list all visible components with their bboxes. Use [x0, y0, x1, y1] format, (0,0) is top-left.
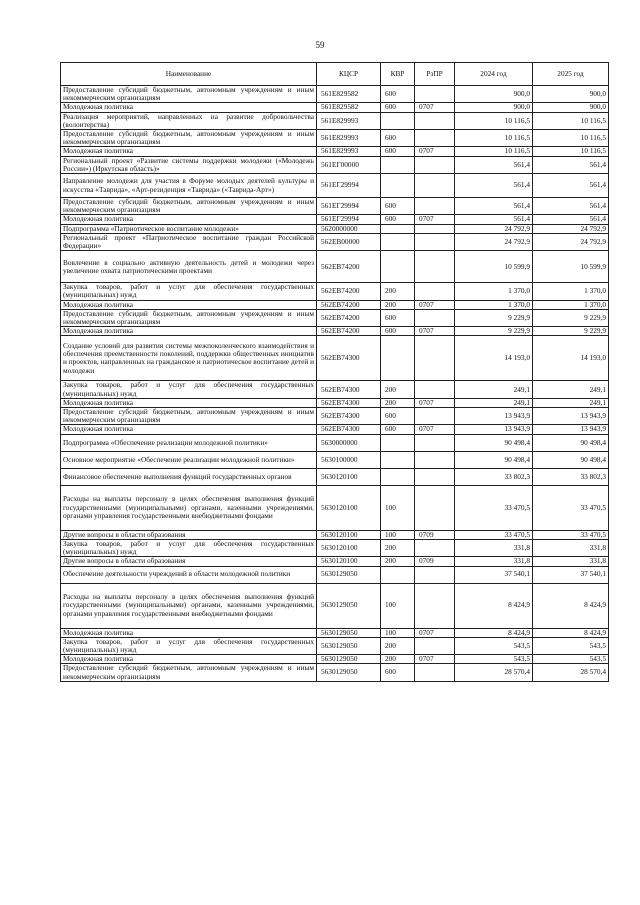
table-row — [61, 398, 609, 407]
row-2024-cell: 561,4 — [455, 198, 533, 215]
row-kcsr-cell: 562EB74300 — [317, 336, 381, 381]
table-body — [61, 86, 609, 682]
row-2024-cell: 8 424,9 — [455, 628, 533, 637]
row-2024-cell: 9 229,9 — [455, 309, 533, 326]
row-rzpr-cell — [415, 408, 455, 425]
row-2025-cell: 331,8 — [533, 557, 609, 566]
row-2025-cell: 90 498,4 — [533, 451, 609, 468]
row-name-cell: Молодежная политика — [61, 147, 317, 156]
row-kcsr-cell: 562EB74200 — [317, 309, 381, 326]
row-rzpr-cell — [415, 664, 455, 681]
table-row — [61, 300, 609, 309]
row-2025-cell: 331,8 — [533, 539, 609, 556]
row-2024-cell: 90 498,4 — [455, 451, 533, 468]
row-2025-cell: 1 370,0 — [533, 300, 609, 309]
row-kcsr-cell: 562EB74200 — [317, 300, 381, 309]
row-rzpr-cell — [415, 224, 455, 233]
row-rzpr-cell — [415, 539, 455, 556]
row-name-cell: Финансовое обеспечение выполнения функций государственных органов — [61, 468, 317, 485]
header-name: Наименование — [61, 63, 317, 86]
row-name-cell: Молодежная политика — [61, 425, 317, 434]
row-kvr-cell: 100 — [381, 485, 415, 530]
row-2025-cell: 10 116,5 — [533, 147, 609, 156]
row-name-cell: Молодежная политика — [61, 327, 317, 336]
row-name-cell: Предоставление субсидий бюджетным, автономным учреждениям и иным некоммерческим организациям — [61, 309, 317, 326]
row-2024-cell: 37 540,1 — [455, 566, 533, 583]
row-kcsr-cell: 5630120100 — [317, 468, 381, 485]
row-kcsr-cell: 561E829993 — [317, 130, 381, 147]
row-kcsr-cell: 561E829993 — [317, 112, 381, 129]
row-2024-cell: 900,0 — [455, 86, 533, 103]
table-row — [61, 381, 609, 398]
row-kvr-cell: 600 — [381, 408, 415, 425]
row-kvr-cell: 200 — [381, 300, 415, 309]
row-kcsr-cell: 5630129050 — [317, 637, 381, 654]
table-row — [61, 112, 609, 129]
row-kvr-cell: 600 — [381, 130, 415, 147]
row-kvr-cell — [381, 336, 415, 381]
header-kcsr: КЦСР — [317, 63, 381, 86]
row-kcsr-cell: 562EB74200 — [317, 283, 381, 300]
row-2024-cell: 9 229,9 — [455, 327, 533, 336]
row-2024-cell: 249,1 — [455, 381, 533, 398]
table-header-row — [61, 63, 609, 86]
row-kvr-cell — [381, 233, 415, 250]
row-kvr-cell: 200 — [381, 637, 415, 654]
row-rzpr-cell — [415, 434, 455, 451]
row-name-cell: Предоставление субсидий бюджетным, автономным учреждениям и иным некоммерческим организациям — [61, 130, 317, 147]
row-2024-cell: 561,4 — [455, 156, 533, 173]
row-rzpr-cell: 0707 — [415, 425, 455, 434]
row-name-cell: Предоставление субсидий бюджетным, автономным учреждениям и иным некоммерческим организациям — [61, 408, 317, 425]
row-2025-cell: 543,5 — [533, 637, 609, 654]
row-kvr-cell — [381, 174, 415, 198]
header-kvr: КВР — [381, 63, 415, 86]
page-number: 59 — [315, 40, 325, 50]
row-2025-cell: 561,4 — [533, 198, 609, 215]
row-rzpr-cell — [415, 451, 455, 468]
row-name-cell: Подпрограмма «Обеспечение реализации молодежной политики» — [61, 434, 317, 451]
table-row — [61, 530, 609, 539]
row-kcsr-cell: 561E829993 — [317, 147, 381, 156]
row-kvr-cell: 600 — [381, 86, 415, 103]
table-row — [61, 156, 609, 173]
table-row — [61, 86, 609, 103]
row-name-cell: Расходы на выплаты персоналу в целях обеспечения выполнения функций государственными (муниципальными) органами, казенными учреждениями, органами управления государственными внебюджетными фондами — [61, 485, 317, 530]
row-2025-cell: 10 599,9 — [533, 251, 609, 283]
row-rzpr-cell — [415, 309, 455, 326]
row-kvr-cell: 200 — [381, 398, 415, 407]
table-row — [61, 215, 609, 224]
row-2024-cell: 331,8 — [455, 557, 533, 566]
row-2025-cell: 90 498,4 — [533, 434, 609, 451]
row-2024-cell: 249,1 — [455, 398, 533, 407]
row-name-cell: Молодежная политика — [61, 655, 317, 664]
row-2025-cell: 561,4 — [533, 215, 609, 224]
table-row — [61, 557, 609, 566]
header-2024: 2024 год — [455, 63, 533, 86]
row-2025-cell: 10 116,5 — [533, 112, 609, 129]
row-2025-cell: 9 229,9 — [533, 327, 609, 336]
row-kcsr-cell: 5630000000 — [317, 434, 381, 451]
row-2024-cell: 900,0 — [455, 103, 533, 112]
row-2025-cell: 249,1 — [533, 381, 609, 398]
row-2024-cell: 24 792,9 — [455, 224, 533, 233]
row-kcsr-cell: 5630100000 — [317, 451, 381, 468]
row-2024-cell: 90 498,4 — [455, 434, 533, 451]
header-rzpr: РзПР — [415, 63, 455, 86]
row-kcsr-cell: 561EГ29994 — [317, 215, 381, 224]
row-name-cell: Предоставление субсидий бюджетным, автономным учреждениям и иным некоммерческим организациям — [61, 664, 317, 681]
table-row — [61, 224, 609, 233]
row-name-cell: Региональный проект «Развитие системы поддержки молодежи («Молодежь России») (Иркутская область)» — [61, 156, 317, 173]
row-name-cell: Молодежная политика — [61, 398, 317, 407]
row-kvr-cell: 600 — [381, 103, 415, 112]
row-rzpr-cell — [415, 468, 455, 485]
row-kcsr-cell: 5630129050 — [317, 664, 381, 681]
row-rzpr-cell: 0709 — [415, 557, 455, 566]
row-2024-cell: 331,8 — [455, 539, 533, 556]
row-kvr-cell: 200 — [381, 557, 415, 566]
table-row — [61, 434, 609, 451]
table-row — [61, 233, 609, 250]
row-2025-cell: 37 540,1 — [533, 566, 609, 583]
row-2025-cell: 28 570,4 — [533, 664, 609, 681]
row-2025-cell: 9 229,9 — [533, 309, 609, 326]
row-2025-cell: 24 792,9 — [533, 224, 609, 233]
row-2024-cell: 1 370,0 — [455, 300, 533, 309]
row-name-cell: Закупка товаров, работ и услуг для обеспечения государственных (муниципальных) нужд — [61, 539, 317, 556]
row-2024-cell: 28 570,4 — [455, 664, 533, 681]
row-kcsr-cell: 5630129050 — [317, 583, 381, 628]
row-rzpr-cell — [415, 130, 455, 147]
row-rzpr-cell — [415, 251, 455, 283]
row-rzpr-cell: 0707 — [415, 398, 455, 407]
row-kvr-cell — [381, 566, 415, 583]
row-kcsr-cell: 562EB00000 — [317, 233, 381, 250]
table-row — [61, 628, 609, 637]
table-row — [61, 566, 609, 583]
row-kvr-cell: 600 — [381, 147, 415, 156]
row-name-cell: Молодежная политика — [61, 103, 317, 112]
row-kcsr-cell: 562EB74200 — [317, 327, 381, 336]
row-kcsr-cell: 561EГ29994 — [317, 198, 381, 215]
row-name-cell: Закупка товаров, работ и услуг для обеспечения государственных (муниципальных) нужд — [61, 381, 317, 398]
table-row — [61, 174, 609, 198]
row-kvr-cell — [381, 434, 415, 451]
row-kcsr-cell: 5630120100 — [317, 539, 381, 556]
row-kcsr-cell: 5630120100 — [317, 557, 381, 566]
row-2024-cell: 543,5 — [455, 655, 533, 664]
row-kvr-cell: 100 — [381, 583, 415, 628]
row-name-cell: Закупка товаров, работ и услуг для обеспечения государственных (муниципальных) нужд — [61, 637, 317, 654]
row-rzpr-cell: 0707 — [415, 103, 455, 112]
table-row — [61, 425, 609, 434]
row-kvr-cell: 100 — [381, 530, 415, 539]
row-2025-cell: 900,0 — [533, 86, 609, 103]
row-rzpr-cell: 0707 — [415, 300, 455, 309]
row-rzpr-cell: 0707 — [415, 655, 455, 664]
row-kvr-cell — [381, 468, 415, 485]
table-row — [61, 451, 609, 468]
row-rzpr-cell: 0707 — [415, 147, 455, 156]
row-rzpr-cell: 0707 — [415, 628, 455, 637]
row-name-cell: Региональный проект «Патриотическое воспитание граждан Российской Федерации» — [61, 233, 317, 250]
row-kvr-cell — [381, 451, 415, 468]
row-kvr-cell: 600 — [381, 425, 415, 434]
row-kvr-cell: 200 — [381, 539, 415, 556]
table-row — [61, 485, 609, 530]
row-kcsr-cell: 562EB74300 — [317, 398, 381, 407]
row-2025-cell: 13 943,9 — [533, 425, 609, 434]
table-row — [61, 583, 609, 628]
row-rzpr-cell — [415, 283, 455, 300]
row-rzpr-cell — [415, 637, 455, 654]
row-2025-cell: 33 470,5 — [533, 530, 609, 539]
row-kvr-cell — [381, 112, 415, 129]
row-kcsr-cell: 5630120100 — [317, 485, 381, 530]
table-row — [61, 664, 609, 681]
row-name-cell: Подпрограмма «Патриотическое воспитание молодежи» — [61, 224, 317, 233]
row-kcsr-cell: 561E829582 — [317, 103, 381, 112]
row-2024-cell: 8 424,9 — [455, 583, 533, 628]
row-2024-cell: 561,4 — [455, 215, 533, 224]
row-kcsr-cell: 5630129050 — [317, 628, 381, 637]
row-2025-cell: 561,4 — [533, 156, 609, 173]
table-row — [61, 147, 609, 156]
row-name-cell: Предоставление субсидий бюджетным, автономным учреждениям и иным некоммерческим организациям — [61, 86, 317, 103]
row-2025-cell: 33 470,5 — [533, 485, 609, 530]
row-name-cell: Вовлечение в социально активную деятельность детей и молодежи через увеличение охвата патриотическими проектами — [61, 251, 317, 283]
table-row — [61, 655, 609, 664]
row-2025-cell: 33 802,3 — [533, 468, 609, 485]
row-rzpr-cell — [415, 86, 455, 103]
row-kvr-cell — [381, 251, 415, 283]
row-2024-cell: 1 370,0 — [455, 283, 533, 300]
row-2024-cell: 10 116,5 — [455, 130, 533, 147]
row-name-cell: Предоставление субсидий бюджетным, автономным учреждениям и иным некоммерческим организациям — [61, 198, 317, 215]
table-row — [61, 103, 609, 112]
row-2025-cell: 10 116,5 — [533, 130, 609, 147]
row-rzpr-cell — [415, 336, 455, 381]
row-rzpr-cell — [415, 174, 455, 198]
row-name-cell: Создание условий для развития системы межпоколенческого взаимодействия и обеспечения преемственности поколений, поддержки общественных инициатив и проектов, направленных на гражданское и патриотическое воспитание детей и молодежи — [61, 336, 317, 381]
row-kvr-cell: 100 — [381, 628, 415, 637]
row-2025-cell: 249,1 — [533, 398, 609, 407]
table-row — [61, 130, 609, 147]
table-row — [61, 198, 609, 215]
row-name-cell: Молодежная политика — [61, 215, 317, 224]
row-2024-cell: 14 193,0 — [455, 336, 533, 381]
row-kcsr-cell: 562EB74300 — [317, 408, 381, 425]
row-rzpr-cell — [415, 156, 455, 173]
row-kcsr-cell: 561EГ29994 — [317, 174, 381, 198]
row-rzpr-cell — [415, 583, 455, 628]
row-2025-cell: 13 943,9 — [533, 408, 609, 425]
row-2025-cell: 1 370,0 — [533, 283, 609, 300]
row-rzpr-cell: 0707 — [415, 327, 455, 336]
row-kvr-cell: 600 — [381, 198, 415, 215]
row-2024-cell: 33 470,5 — [455, 485, 533, 530]
table-row — [61, 251, 609, 283]
row-name-cell: Реализация мероприятий, направленных на развитие добровольчества (волонтерства) — [61, 112, 317, 129]
row-2024-cell: 13 943,9 — [455, 425, 533, 434]
row-name-cell: Основное мероприятие «Обеспечение реализации молодежной политики» — [61, 451, 317, 468]
row-2024-cell: 10 599,9 — [455, 251, 533, 283]
row-name-cell: Другие вопросы в области образования — [61, 557, 317, 566]
row-kvr-cell: 200 — [381, 381, 415, 398]
row-kvr-cell — [381, 224, 415, 233]
row-kcsr-cell: 5630120100 — [317, 530, 381, 539]
row-name-cell: Молодежная политика — [61, 300, 317, 309]
table-row — [61, 408, 609, 425]
row-2025-cell: 8 424,9 — [533, 628, 609, 637]
row-2024-cell: 10 116,5 — [455, 112, 533, 129]
table-row — [61, 336, 609, 381]
row-name-cell: Закупка товаров, работ и услуг для обеспечения государственных (муниципальных) нужд — [61, 283, 317, 300]
row-rzpr-cell — [415, 381, 455, 398]
row-kcsr-cell: 561E829582 — [317, 86, 381, 103]
row-name-cell: Молодежная политика — [61, 628, 317, 637]
row-kvr-cell: 600 — [381, 309, 415, 326]
table-row — [61, 637, 609, 654]
row-rzpr-cell — [415, 566, 455, 583]
table-row — [61, 327, 609, 336]
row-2025-cell: 900,0 — [533, 103, 609, 112]
row-kcsr-cell: 562EB74300 — [317, 381, 381, 398]
row-name-cell: Обеспечение деятельности учреждений в области молодежной политики — [61, 566, 317, 583]
row-rzpr-cell — [415, 485, 455, 530]
row-kcsr-cell: 561EГ00000 — [317, 156, 381, 173]
row-name-cell: Другие вопросы в области образования — [61, 530, 317, 539]
row-kcsr-cell: 5630129050 — [317, 566, 381, 583]
row-2024-cell: 543,5 — [455, 637, 533, 654]
row-kcsr-cell: 5620000000 — [317, 224, 381, 233]
row-2025-cell: 543,5 — [533, 655, 609, 664]
row-rzpr-cell — [415, 198, 455, 215]
table-row — [61, 309, 609, 326]
table-row — [61, 539, 609, 556]
row-2024-cell: 10 116,5 — [455, 147, 533, 156]
row-kcsr-cell: 562EB74200 — [317, 251, 381, 283]
budget-table — [60, 62, 609, 682]
row-name-cell: Расходы на выплаты персоналу в целях обеспечения выполнения функций государственными (муниципальными) органами, казенными учреждениями, органами управления государственными внебюджетными фондами — [61, 583, 317, 628]
table-row — [61, 283, 609, 300]
row-kvr-cell: 200 — [381, 655, 415, 664]
row-name-cell: Направление молодежи для участия в Форуме молодых деятелей культуры и искусства «Таврида», «Арт-резиденция «Таврида» («Таврида-Арт») — [61, 174, 317, 198]
row-rzpr-cell — [415, 233, 455, 250]
row-rzpr-cell: 0709 — [415, 530, 455, 539]
row-kvr-cell: 600 — [381, 215, 415, 224]
row-2024-cell: 561,4 — [455, 174, 533, 198]
row-2024-cell: 33 802,3 — [455, 468, 533, 485]
row-2025-cell: 561,4 — [533, 174, 609, 198]
row-kvr-cell: 600 — [381, 327, 415, 336]
header-2025: 2025 год — [533, 63, 609, 86]
row-kcsr-cell: 562EB74300 — [317, 425, 381, 434]
row-rzpr-cell: 0707 — [415, 215, 455, 224]
row-rzpr-cell — [415, 112, 455, 129]
row-kvr-cell: 600 — [381, 664, 415, 681]
row-2024-cell: 13 943,9 — [455, 408, 533, 425]
row-2024-cell: 33 470,5 — [455, 530, 533, 539]
row-2025-cell: 14 193,0 — [533, 336, 609, 381]
table-row — [61, 468, 609, 485]
row-kcsr-cell: 5630129050 — [317, 655, 381, 664]
row-2025-cell: 8 424,9 — [533, 583, 609, 628]
row-2025-cell: 24 792,9 — [533, 233, 609, 250]
row-2024-cell: 24 792,9 — [455, 233, 533, 250]
row-kvr-cell — [381, 156, 415, 173]
row-kvr-cell: 200 — [381, 283, 415, 300]
